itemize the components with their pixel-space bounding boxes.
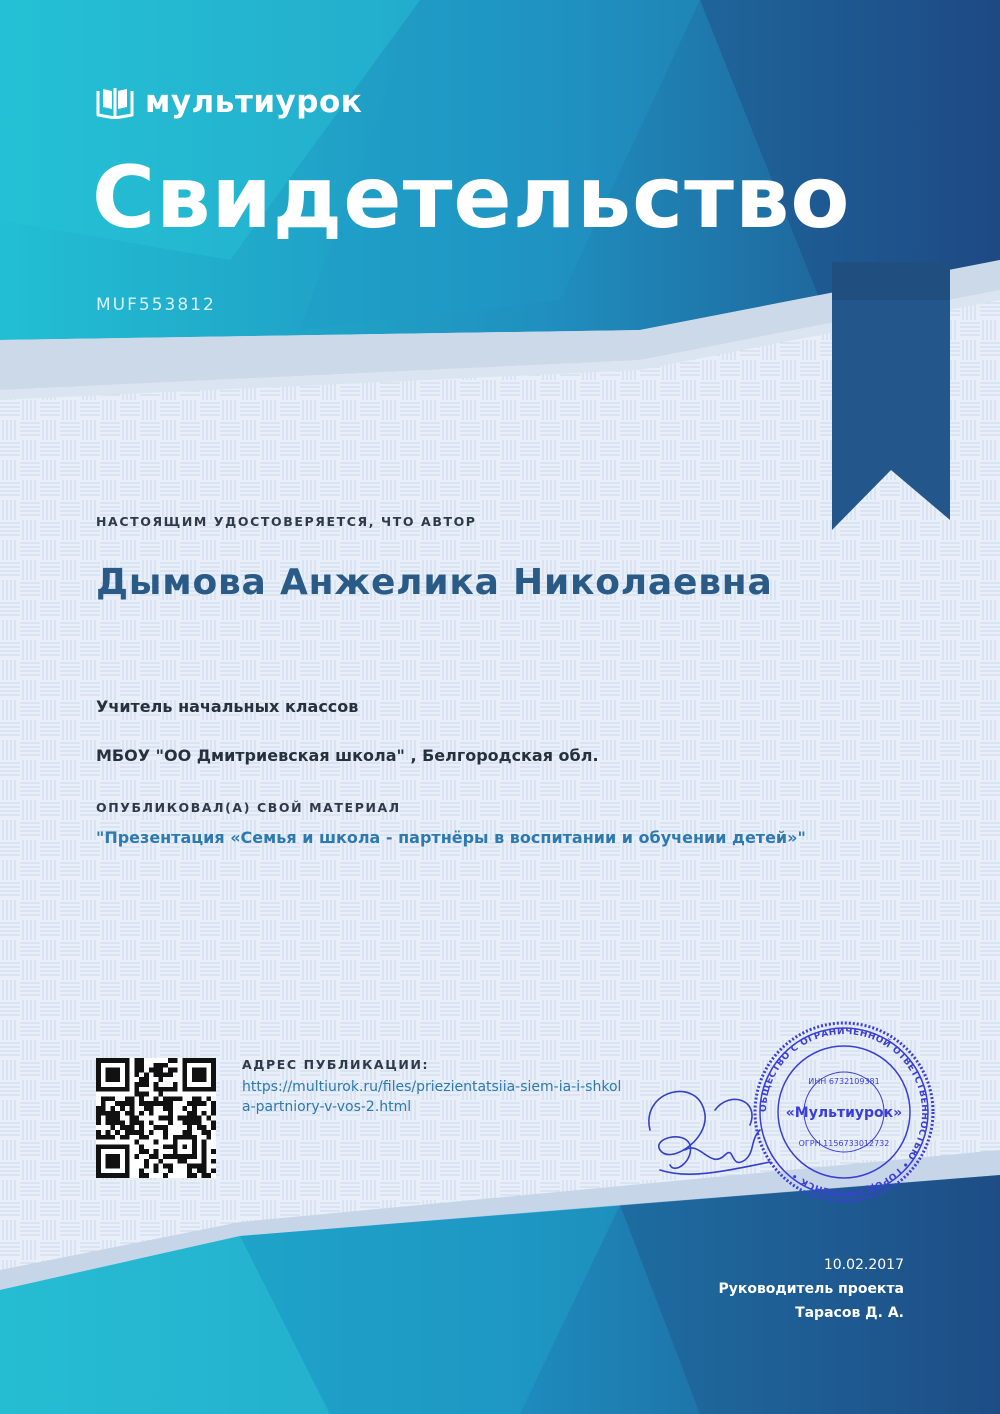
certifies-text: НАСТОЯЩИМ УДОСТОВЕРЯЕТСЯ, ЧТО АВТОР (96, 514, 477, 529)
material-title: "Презентация «Семья и школа - партнёры в воспитании и обучении детей»" (96, 828, 806, 847)
book-icon (95, 85, 135, 119)
published-label: ОПУБЛИКОВАЛ(А) СВОЙ МАТЕРИАЛ (96, 800, 401, 815)
company-stamp (752, 1020, 936, 1204)
brand-logo (95, 84, 362, 120)
signer-name: Тарасов Д. А. (795, 1305, 904, 1321)
publication-address-label: АДРЕС ПУБЛИКАЦИИ: (242, 1057, 430, 1072)
stamp-ring-text: ОБЩЕСТВО С ОГРАНИЧЕННОЙ ОТВЕТСТВЕННОСТЬЮ • ГОРОД СМОЛЕНСК • (758, 1026, 930, 1198)
certificate-code: MUF553812 (96, 295, 216, 315)
qr-code[interactable] (96, 1058, 216, 1178)
stamp-inn: ИНН 6732109381 (808, 1077, 880, 1086)
brand-name: мультиурок (145, 84, 363, 120)
publication-url-link[interactable]: https://multiurok.ru/files/priezientatsiia-siem-ia-i-shkola-partniory-v-vos-2.html (242, 1079, 622, 1115)
author-organization: МБОУ "ОО Дмитриевская школа" , Белгородская обл. (96, 746, 599, 765)
stamp-ogrn: ОГРН 1156733012732 (798, 1139, 890, 1148)
stamp-center-text: «Мультиурок» (785, 1105, 903, 1121)
author-name: Дымова Анжелика Николаевна (96, 562, 773, 603)
certificate-date: 10.02.2017 (823, 1257, 904, 1273)
author-position: Учитель начальных классов (96, 697, 359, 716)
certificate-title: Свидетельство (92, 148, 851, 248)
signer-role: Руководитель проекта (718, 1281, 904, 1297)
